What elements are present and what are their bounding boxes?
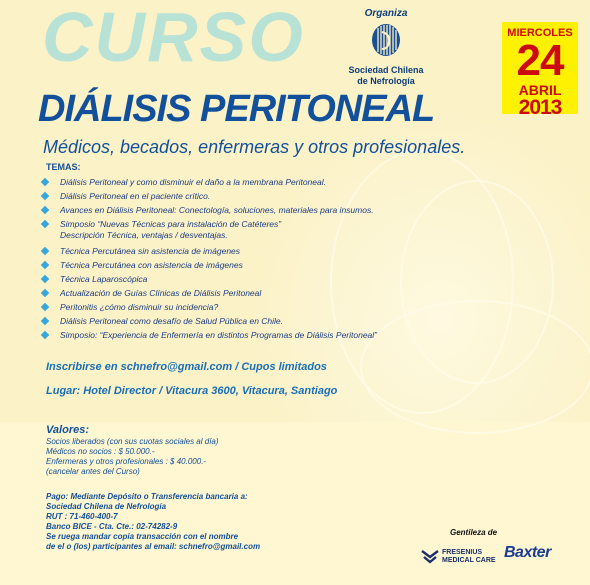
topic-item [40,328,460,342]
diamond-bullet-icon [41,220,49,228]
payment-block [46,492,346,552]
date-day: 24 [516,36,564,85]
diamond-bullet-icon [41,289,49,297]
topic-text: Técnica Percutánea con asistencia de imágenes [60,260,243,270]
organizer-block [336,8,436,87]
topic-text-cont: Descripción Técnica, ventajas / desventajas. [60,230,228,240]
diamond-bullet-icon [41,317,49,325]
payment-line: Se ruega mandar copia transacción con el nombre [46,532,239,541]
society-logo-icon [370,22,402,58]
diamond-bullet-icon [41,247,49,255]
topic-item [40,258,460,272]
prices-block [46,437,306,477]
society-name-line1: Sociedad Chilena [348,65,424,75]
topic-item [40,203,460,217]
topic-item [40,300,460,314]
payment-line: Pago: Mediante Depósito o Transferencia bancaria a: [46,492,248,501]
topic-text: Técnica Laparoscópica [60,274,148,284]
venue-info: Lugar: Hotel Director / Vitacura 3600, Vitacura, Santiago [46,385,338,397]
baxter-logo: Baxter [504,544,551,561]
course-title: DIÁLISIS PERITONEAL [38,88,435,130]
topic-text: Técnica Percutánea sin asistencia de imágenes [60,246,241,256]
topics-list [40,175,460,342]
diamond-bullet-icon [41,206,49,214]
topic-text: Avances en Diálisis Peritoneal: Conectología, soluciones, materiales para insumos. [60,205,374,215]
price-line: (cancelar antes del Curso) [46,467,140,476]
topic-item [40,189,460,203]
diamond-bullet-icon [41,331,49,339]
payment-line: de el o (los) participantes al email: schnefro@gmail.com [46,542,261,551]
diamond-bullet-icon [41,275,49,283]
price-line: Médicos no socios : $ 50.000.- [46,447,155,456]
date-badge [502,22,578,119]
topic-text: Peritonitis ¿cómo disminuir su incidencia? [60,302,219,312]
diamond-bullet-icon [41,261,49,269]
topic-text: Actualización de Guías Clínicas de Diálisis Peritoneal [60,288,262,298]
valores-label: Valores: [46,424,90,436]
fresenius-mark-icon [420,548,440,564]
topic-text: Simposio: “Experiencia de Enfermería en distintos Programas de Diálisis Peritoneal” [60,330,378,340]
payment-line: RUT : 71-460-400-7 [46,512,118,521]
registration-info: Inscribirse en schnefro@gmail.com / Cupos limitados [46,361,327,373]
fresenius-name: FRESENIUS [442,549,483,556]
date-month: ABRIL [518,82,562,98]
diamond-bullet-icon [41,178,49,186]
topic-item [40,217,460,244]
topic-text: Diálisis Peritoneal como desafío de Salud Pública en Chile. [60,316,284,326]
price-line: Enfermeras y otros profesionales : $ 40.000.- [46,457,207,466]
topic-item [40,286,460,300]
fresenius-subname: MEDICAL CARE [442,557,496,564]
topic-text: Diálisis Peritoneal en el paciente crítico. [60,191,211,201]
course-subtitle: Médicos, becados, enfermeras y otros profesionales. [43,137,466,157]
topic-item [40,244,460,258]
society-name-line2: de Nefrología [357,76,415,86]
topic-item [40,175,460,189]
payment-line: Banco BICE - Cta. Cte.: 02-74282-9 [46,522,178,531]
price-line: Socios liberados (con sus cuotas sociales al día) [46,437,219,446]
sponsors-label: Gentileza de [450,528,498,537]
curso-heading: CURSO [42,0,305,76]
temas-label: TEMAS: [46,162,81,172]
topic-item [40,314,460,328]
diamond-bullet-icon [41,192,49,200]
topic-item [40,272,460,286]
date-year: 2013 [518,96,562,119]
payment-line: Sociedad Chilena de Nefrología [46,502,167,511]
diamond-bullet-icon [41,303,49,311]
date-weekday: MIERCOLES [507,27,573,39]
fresenius-logo [420,545,502,567]
topic-text: Diálisis Peritoneal y como disminuir el daño a la membrana Peritoneal. [60,177,326,187]
topic-text: Simposio “Nuevas Técnicas para instalación de Catéteres” [60,219,282,229]
organiza-label: Organiza [364,8,408,19]
